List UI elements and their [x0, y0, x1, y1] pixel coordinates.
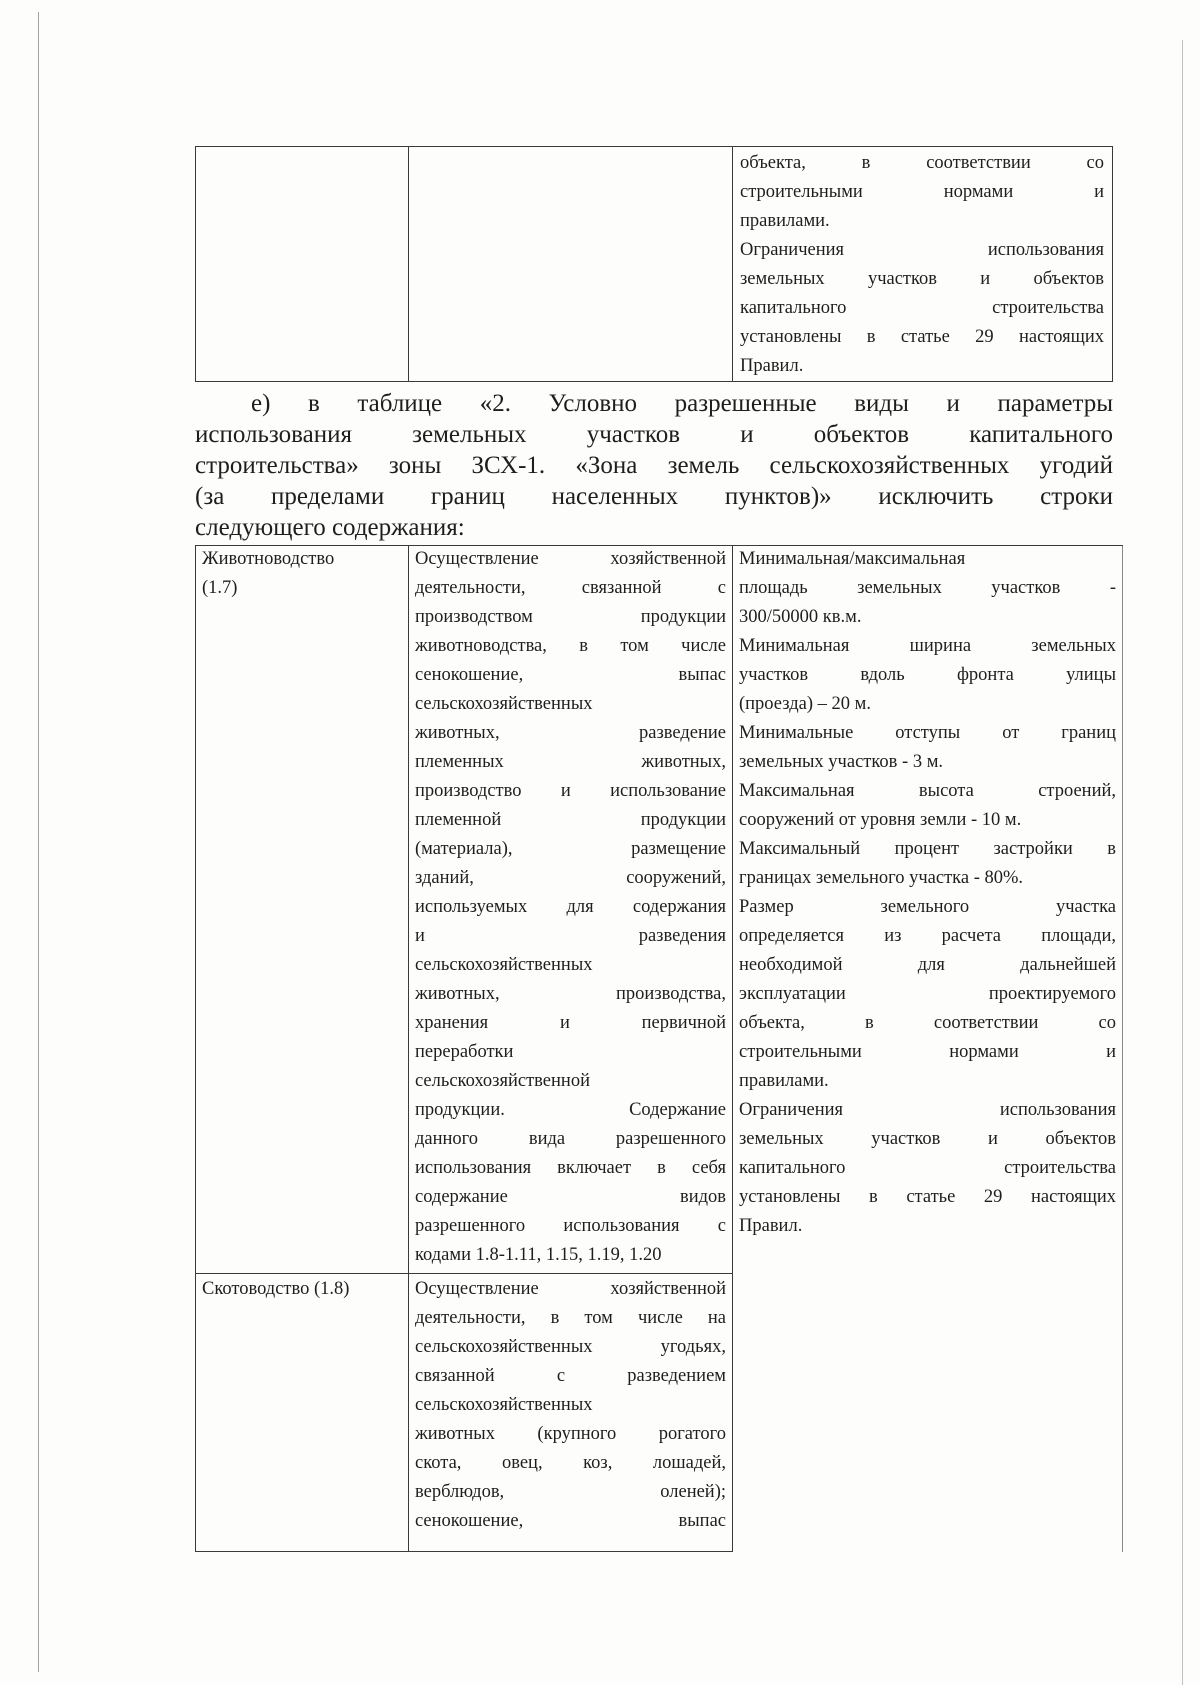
parameter-line: установлены в статье 29 настоящих — [740, 327, 1104, 347]
parameter-line: Минимальная ширина земельных — [739, 636, 1116, 656]
parameter-line: Максимальный процент застройки в — [739, 839, 1116, 859]
table-row-1-name — [196, 545, 408, 603]
paragraph-line: использования земельных участков и объектов капитального — [195, 421, 1113, 448]
amendment-paragraph — [195, 388, 1113, 543]
excluded-rows-table — [195, 545, 1123, 1552]
parameter-line: необходимой для дальнейшей — [739, 955, 1116, 975]
description-line: скота, овец, коз, лошадей, — [415, 1453, 726, 1473]
parameter-line: установлены в статье 29 настоящих — [739, 1187, 1116, 1207]
table-border-bottom — [195, 1551, 733, 1552]
description-line: производством продукции — [415, 607, 726, 627]
row-name-line: Скотоводство (1.8) — [202, 1279, 350, 1299]
parameter-line: границах земельного участка - 80%. — [739, 868, 1024, 888]
description-line: кодами 1.8-1.11, 1.15, 1.19, 1.20 — [415, 1245, 662, 1265]
document-page — [195, 146, 1116, 1552]
scan-edge-right — [1182, 40, 1183, 1685]
parameter-line: (проезда) – 20 м. — [739, 694, 871, 714]
table-row-2-description — [409, 1275, 732, 1536]
table-row-2-name — [196, 1275, 408, 1304]
description-line: племенных животных, — [415, 752, 726, 772]
description-line: животноводства, в том числе — [415, 636, 726, 656]
description-line: животных, производства, — [415, 984, 726, 1004]
parameter-line: земельных участков и объектов — [739, 1129, 1116, 1149]
scan-edge-left — [38, 12, 39, 1672]
parameter-line: Ограничения использования — [740, 240, 1104, 260]
row-name-line: (1.7) — [202, 578, 238, 598]
description-line: деятельности, связанной с — [415, 578, 726, 598]
parameter-line: эксплуатации проектируемого — [739, 984, 1116, 1004]
table-row-1-description — [409, 545, 732, 1270]
continued-table-col-name — [196, 147, 409, 381]
description-line: сельскохозяйственных — [415, 694, 593, 714]
continued-table — [195, 146, 1113, 382]
row-name-line: Животноводство — [202, 549, 335, 569]
description-line: разрешенного использования с — [415, 1216, 726, 1236]
description-line: хранения и первичной — [415, 1013, 726, 1033]
description-line: племенной продукции — [415, 810, 726, 830]
description-line: данного вида разрешенного — [415, 1129, 726, 1149]
parameter-line: капитального строительства — [740, 298, 1104, 318]
parameter-line: Минимальные отступы от границ — [739, 723, 1116, 743]
description-line: сельскохозяйственных угодьях, — [415, 1337, 726, 1357]
description-line: сельскохозяйственных — [415, 1395, 593, 1415]
paragraph-line: следующего содержания: — [195, 514, 465, 541]
paragraph-line: строительства» зоны ЗСХ-1. «Зона земель сельскохозяйственных угодий — [195, 452, 1113, 479]
parameter-line: строительными нормами и — [739, 1042, 1116, 1062]
parameter-line: Размер земельного участка — [739, 897, 1116, 917]
description-line: используемых для содержания — [415, 897, 726, 917]
description-line: сенокошение, выпас — [415, 1511, 726, 1531]
parameter-line: правилами. — [740, 211, 830, 231]
description-line: содержание видов — [415, 1187, 726, 1207]
table-border-right — [1122, 545, 1123, 1552]
description-line: деятельности, в том числе на — [415, 1308, 726, 1328]
parameter-line: площадь земельных участков - — [739, 578, 1116, 598]
parameter-line: участков вдоль фронта улицы — [739, 665, 1116, 685]
paragraph-line: е) в таблице «2. Условно разрешенные виды и параметры — [251, 390, 1113, 417]
parameter-line: Максимальная высота строений, — [739, 781, 1116, 801]
description-line: связанной с разведением — [415, 1366, 726, 1386]
description-line: животных, разведение — [415, 723, 726, 743]
table-parameters — [733, 545, 1122, 1241]
parameter-line: сооружений от уровня земли - 10 м. — [739, 810, 1022, 830]
parameter-line: объекта, в соответствии со — [739, 1013, 1116, 1033]
row-divider — [195, 1273, 733, 1274]
description-line: и разведения — [415, 926, 726, 946]
description-line: сенокошение, выпас — [415, 665, 726, 685]
parameter-line: Правил. — [740, 356, 804, 376]
description-line: продукции. Содержание — [415, 1100, 726, 1120]
continued-table-col-description — [408, 147, 733, 381]
parameter-line: строительными нормами и — [740, 182, 1104, 202]
table-border-left — [195, 545, 196, 1552]
description-line: (материала), размещение — [415, 839, 726, 859]
description-line: сельскохозяйственных — [415, 955, 593, 975]
continued-table-col-parameters — [740, 147, 1104, 381]
description-line: животных (крупного рогатого — [415, 1424, 726, 1444]
description-line: переработки — [415, 1042, 514, 1062]
description-line: Осуществление хозяйственной — [415, 549, 726, 569]
parameter-line: Минимальная/максимальная — [739, 549, 966, 569]
description-line: производство и использование — [415, 781, 726, 801]
parameter-line: 300/50000 кв.м. — [739, 607, 862, 627]
parameter-line: земельных участков - 3 м. — [739, 752, 944, 772]
paragraph-line: (за пределами границ населенных пунктов)» исключить строки — [195, 483, 1113, 510]
parameter-line: Ограничения использования — [739, 1100, 1116, 1120]
parameter-line: правилами. — [739, 1071, 829, 1091]
description-line: Осуществление хозяйственной — [415, 1279, 726, 1299]
parameter-line: Правил. — [739, 1216, 803, 1236]
description-line: зданий, сооружений, — [415, 868, 726, 888]
parameter-line: земельных участков и объектов — [740, 269, 1104, 289]
description-line: сельскохозяйственной — [415, 1071, 590, 1091]
description-line: верблюдов, оленей); — [415, 1482, 726, 1502]
parameter-line: капитального строительства — [739, 1158, 1116, 1178]
parameter-line: объекта, в соответствии со — [740, 153, 1104, 173]
parameter-line: определяется из расчета площади, — [739, 926, 1116, 946]
description-line: использования включает в себя — [415, 1158, 726, 1178]
